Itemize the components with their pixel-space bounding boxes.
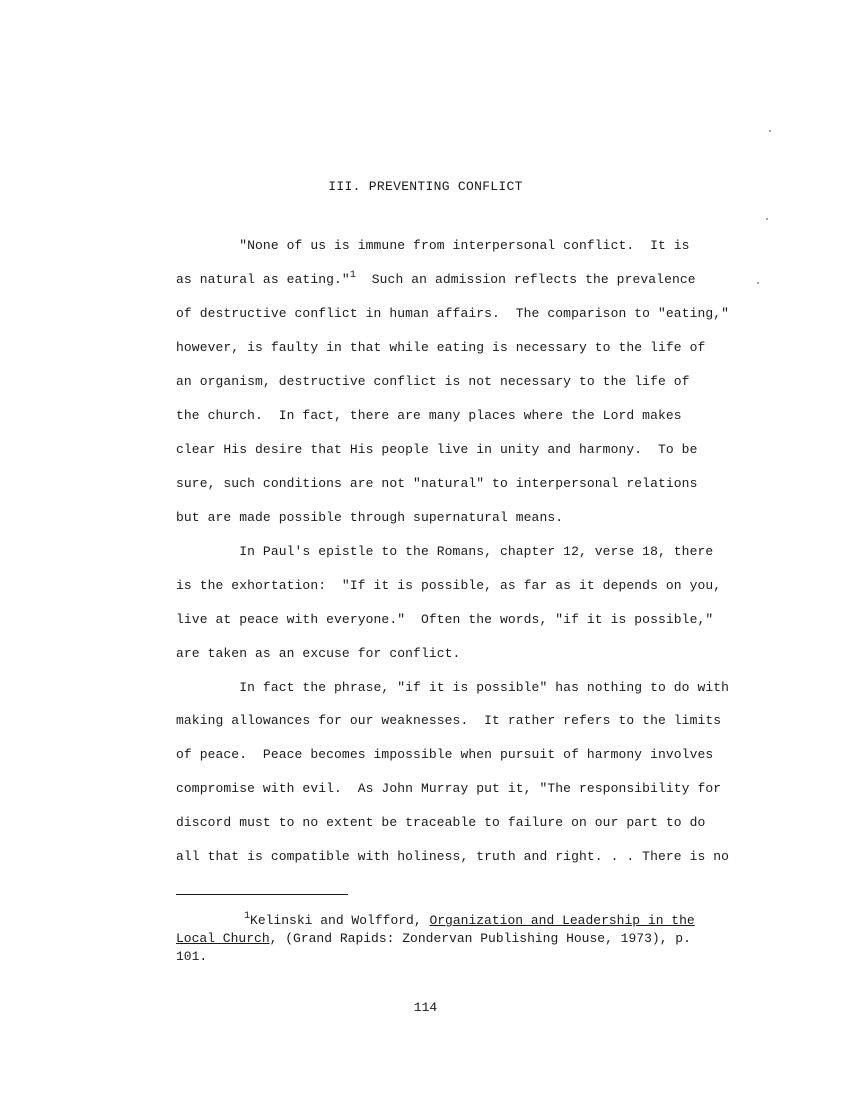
body-line: making allowances for our weaknesses. It rather refers to the limits xyxy=(176,713,722,728)
body-line: are taken as an excuse for conflict. xyxy=(176,646,461,661)
body-line: discord must to no extent be traceable to failure on our part to do xyxy=(176,815,706,830)
scan-speck xyxy=(766,218,768,220)
footnote-marker: 1 xyxy=(244,911,251,922)
section-heading: III. PREVENTING CONFLICT xyxy=(328,179,523,194)
body-line-text: as natural as eating." xyxy=(176,272,350,287)
body-line xyxy=(176,272,696,290)
footnote-title: Local Church xyxy=(176,931,270,946)
body-line: In fact the phrase, "if it is possible" has nothing to do with xyxy=(176,680,730,695)
body-line: In Paul's epistle to the Romans, chapter 12, verse 18, there xyxy=(176,544,714,559)
footnote-separator xyxy=(176,894,348,895)
body-line: clear His desire that His people live in unity and harmony. To be xyxy=(176,442,698,457)
scan-speck xyxy=(769,130,771,132)
body-line: of destructive conflict in human affairs. The comparison to "eating," xyxy=(176,306,730,321)
footnote-line: 101. xyxy=(176,949,208,964)
body-line: live at peace with everyone." Often the words, "if it is possible," xyxy=(176,612,714,627)
page-number: 114 xyxy=(413,1000,438,1015)
body-line: an organism, destructive conflict is not necessary to the life of xyxy=(176,374,690,389)
body-line: the church. In fact, there are many places where the Lord makes xyxy=(176,408,682,423)
body-line-text: Such an admission reflects the prevalence xyxy=(355,272,696,287)
footnote-line xyxy=(244,913,695,930)
body-line: sure, such conditions are not "natural" to interpersonal relations xyxy=(176,476,698,491)
body-line: compromise with evil. As John Murray put it, "The responsibility for xyxy=(176,781,722,796)
body-line: of peace. Peace becomes impossible when pursuit of harmony involves xyxy=(176,747,714,762)
footnote-line xyxy=(176,931,691,946)
body-line: however, is faulty in that while eating is necessary to the life of xyxy=(176,340,706,355)
footnote-publication: , (Grand Rapids: Zondervan Publishing House, 1973), p. xyxy=(269,931,691,946)
body-line: all that is compatible with holiness, truth and right. . . There is no xyxy=(176,849,730,864)
footnote-title: Organization and Leadership in the xyxy=(429,913,695,928)
body-line: "None of us is immune from interpersonal conflict. It is xyxy=(176,238,690,253)
body-line: is the exhortation: "If it is possible, as far as it depends on you, xyxy=(176,578,722,593)
scan-speck xyxy=(757,282,759,284)
footnote-reference: 1 xyxy=(349,270,356,281)
footnote-authors: Kelinski and Wolfford, xyxy=(250,913,430,928)
body-line: but are made possible through supernatural means. xyxy=(176,510,564,525)
